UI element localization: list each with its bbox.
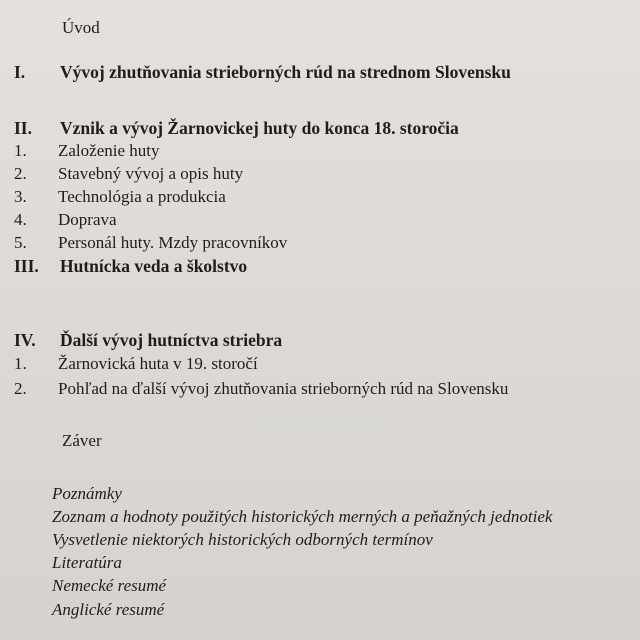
item-label: Technológia a produkcia: [58, 187, 226, 206]
section-number: III.: [14, 256, 39, 276]
item-number: 3.: [14, 187, 27, 206]
toc-section-i: [14, 62, 511, 83]
toc-item: [14, 354, 258, 374]
item-number: 5.: [14, 233, 27, 252]
section-title: Vývoj zhutňovania strieborných rúd na strednom Slovensku: [60, 62, 511, 82]
item-label: Doprava: [58, 210, 117, 229]
toc-item: [14, 164, 243, 184]
toc-item: [14, 210, 117, 230]
toc-appendix: Nemecké resumé: [52, 576, 167, 595]
section-number: II.: [14, 118, 32, 138]
toc-item: [14, 141, 160, 161]
toc-conclusion: Záver: [62, 431, 102, 450]
section-title: Vznik a vývoj Žarnovickej huty do konca 18. storočia: [60, 118, 459, 138]
toc-appendix: Literatúra: [52, 553, 122, 572]
item-number: 1.: [14, 354, 27, 373]
item-number: 2.: [14, 164, 27, 183]
toc-section-ii: [14, 118, 459, 139]
toc-appendix: Vysvetlenie niektorých historických odborných termínov: [52, 530, 433, 549]
item-number: 4.: [14, 210, 27, 229]
toc-item: [14, 379, 508, 399]
toc-appendix: Poznámky: [52, 484, 122, 503]
item-label: Založenie huty: [58, 141, 160, 160]
item-label: Žarnovická huta v 19. storočí: [58, 354, 258, 373]
item-label: Stavebný vývoj a opis huty: [58, 164, 244, 183]
item-label: Personál huty. Mzdy pracovníkov: [58, 233, 288, 252]
section-title: Ďalší vývoj hutníctva striebra: [60, 330, 283, 350]
toc-item: [14, 187, 226, 207]
item-number: 2.: [14, 379, 27, 398]
toc-intro: Úvod: [62, 18, 100, 37]
section-number: IV.: [14, 330, 36, 350]
toc-section-iii: [14, 256, 247, 277]
toc-appendix: Anglické resumé: [52, 600, 165, 619]
item-number: 1.: [14, 141, 27, 160]
toc-appendix: Zoznam a hodnoty použitých historických merných a peňažných jednotiek: [52, 507, 553, 526]
section-number: I.: [14, 62, 26, 82]
item-label: Pohľad na ďalší vývoj zhutňovania strieborných rúd na Slovensku: [58, 379, 509, 398]
section-title: Hutnícka veda a školstvo: [60, 256, 248, 276]
toc-section-iv: [14, 330, 282, 351]
toc-item: [14, 233, 287, 253]
